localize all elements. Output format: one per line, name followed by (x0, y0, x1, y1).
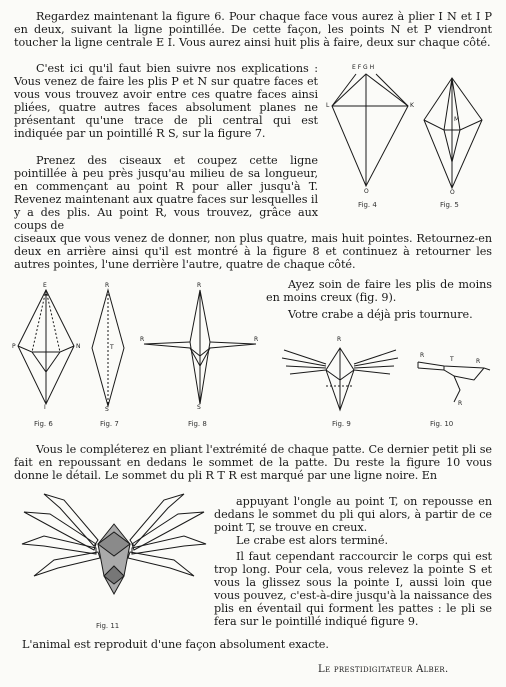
figure-11-crab (14, 484, 214, 618)
fig6-label-e: E (43, 282, 47, 289)
fig7-label-t: T (110, 344, 114, 351)
fig8-label-r-right: R (254, 336, 259, 343)
paragraph-6: Vous le compléterez en pliant l'extrémité de chaque patte. Ce dernier petit pli se fait en repoussant en dedans le sommet de la patte. Du reste la figure 10 vous donne le détail. Le sommet du pli R T R est marqué par une ligne noire. En (14, 443, 492, 483)
fig8-label-r-top: R (197, 282, 202, 289)
caption-fig7: Fig. 7 (100, 420, 119, 428)
fig8-label-r-left: R (140, 336, 145, 343)
fig4-label-efgh: E F G H (352, 64, 375, 71)
fig5-label-m: M (454, 116, 460, 123)
fig4-label-l: L (326, 102, 330, 109)
fig6-label-n: N (76, 343, 81, 350)
caption-fig6: Fig. 6 (34, 420, 53, 428)
paragraph-10: L'animal est reproduit d'une façon absolument exacte. (22, 638, 329, 651)
caption-fig10: Fig. 10 (430, 420, 454, 428)
figure-5-diagram (418, 72, 488, 194)
figure-7 (88, 282, 128, 414)
fig6-label-i: I (44, 404, 46, 411)
signature: Le prestidigitateur Alber. (318, 664, 449, 675)
fig7-label-s: S (105, 406, 109, 413)
crab-illustration (14, 484, 214, 614)
paragraph-2: C'est ici qu'il faut bien suivre nos explications : Vous venez de faire les plis P et N sur quatre faces et vous vous trouvez avoir entre ces quatre faces ainsi pliées, quatre autres faces absolument planes ne présentant qu'une trace de pli central qui est indiquée par un pointillé R S, sur la figure 7. (14, 62, 318, 141)
fig4-label-k: K (410, 102, 414, 109)
paragraph-3b: ciseaux que vous venez de donner, non plus quatre, mais huit pointes. Retournez-en deux en arrière ainsi qu'il est montré à la figure 8 et continuez à retourner les autres pointes, l'une derrière l'autre, quatre de chaque côté. (14, 232, 492, 272)
figure-4 (326, 66, 416, 198)
paragraph-7: appuyant l'ongle au point T, on repousse en dedans le sommet du pli qui alors, à partir de ce point T, se trouve en creux. (214, 495, 492, 535)
caption-fig9: Fig. 9 (332, 420, 351, 428)
fig10-label-t: T (450, 356, 454, 363)
fig6-label-p: P (12, 343, 16, 350)
figure-9 (280, 330, 400, 420)
paragraph-3: Prenez des ciseaux et coupez cette ligne pointillée à peu près jusqu'au milieu de sa longueur, en commençant au point R pour aller jusqu'à T. Revenez maintenant aux quatre faces sur lesquelles il y a des plis. Au point R, vous trouvez, grâce aux coups de (14, 154, 318, 233)
caption-fig5: Fig. 5 (440, 201, 459, 209)
figure-4-diagram (326, 66, 416, 194)
figure-6 (12, 282, 81, 414)
fig7-label-r: R (105, 282, 110, 289)
figure-6-diagram (12, 286, 80, 410)
caption-fig11: Fig. 11 (96, 622, 120, 630)
figure-5 (418, 72, 488, 198)
paragraph-4: Ayez soin de faire les plis de moins en moins creux (fig. 9). (266, 278, 492, 305)
fig5-label-o: O (450, 189, 455, 196)
paragraph-9: Il faut cependant raccourcir le corps qui est trop long. Pour cela, vous relevez la pointe S et vous la glissez sous la pointe I, aussi loin que vous pouvez, c'est-à-dire jusqu'à la naissance des plis en éventail qui forment les pattes : le pli se fera sur le pointillé indiqué figure 9. (214, 550, 492, 629)
paragraph-1: Regardez maintenant la figure 6. Pour chaque face vous aurez à plier I N et I P en deux, suivant la ligne pointillée. De cette façon, les points N et P viendront toucher la ligne centrale E I. Vous aurez ainsi huit plis à faire, deux sur chaque côté. (14, 10, 492, 50)
fig10-label-r3: R (458, 400, 463, 407)
caption-fig4: Fig. 4 (358, 201, 377, 209)
figure-8 (140, 282, 260, 414)
fig9-label-r: R (337, 336, 342, 343)
figure-7-diagram (88, 286, 128, 410)
figure-8-diagram (140, 286, 260, 410)
fig8-label-s: S (197, 404, 201, 411)
paragraph-5: Votre crabe a déjà pris tournure. (288, 308, 473, 321)
paragraph-8: Le crabe est alors terminé. (236, 534, 388, 547)
caption-fig8: Fig. 8 (188, 420, 207, 428)
fig10-label-r2: R (476, 358, 481, 365)
fig4-label-o: O (364, 188, 369, 195)
fig10-label-r1: R (420, 352, 425, 359)
figure-10 (414, 352, 494, 418)
figure-10-diagram (414, 352, 494, 414)
